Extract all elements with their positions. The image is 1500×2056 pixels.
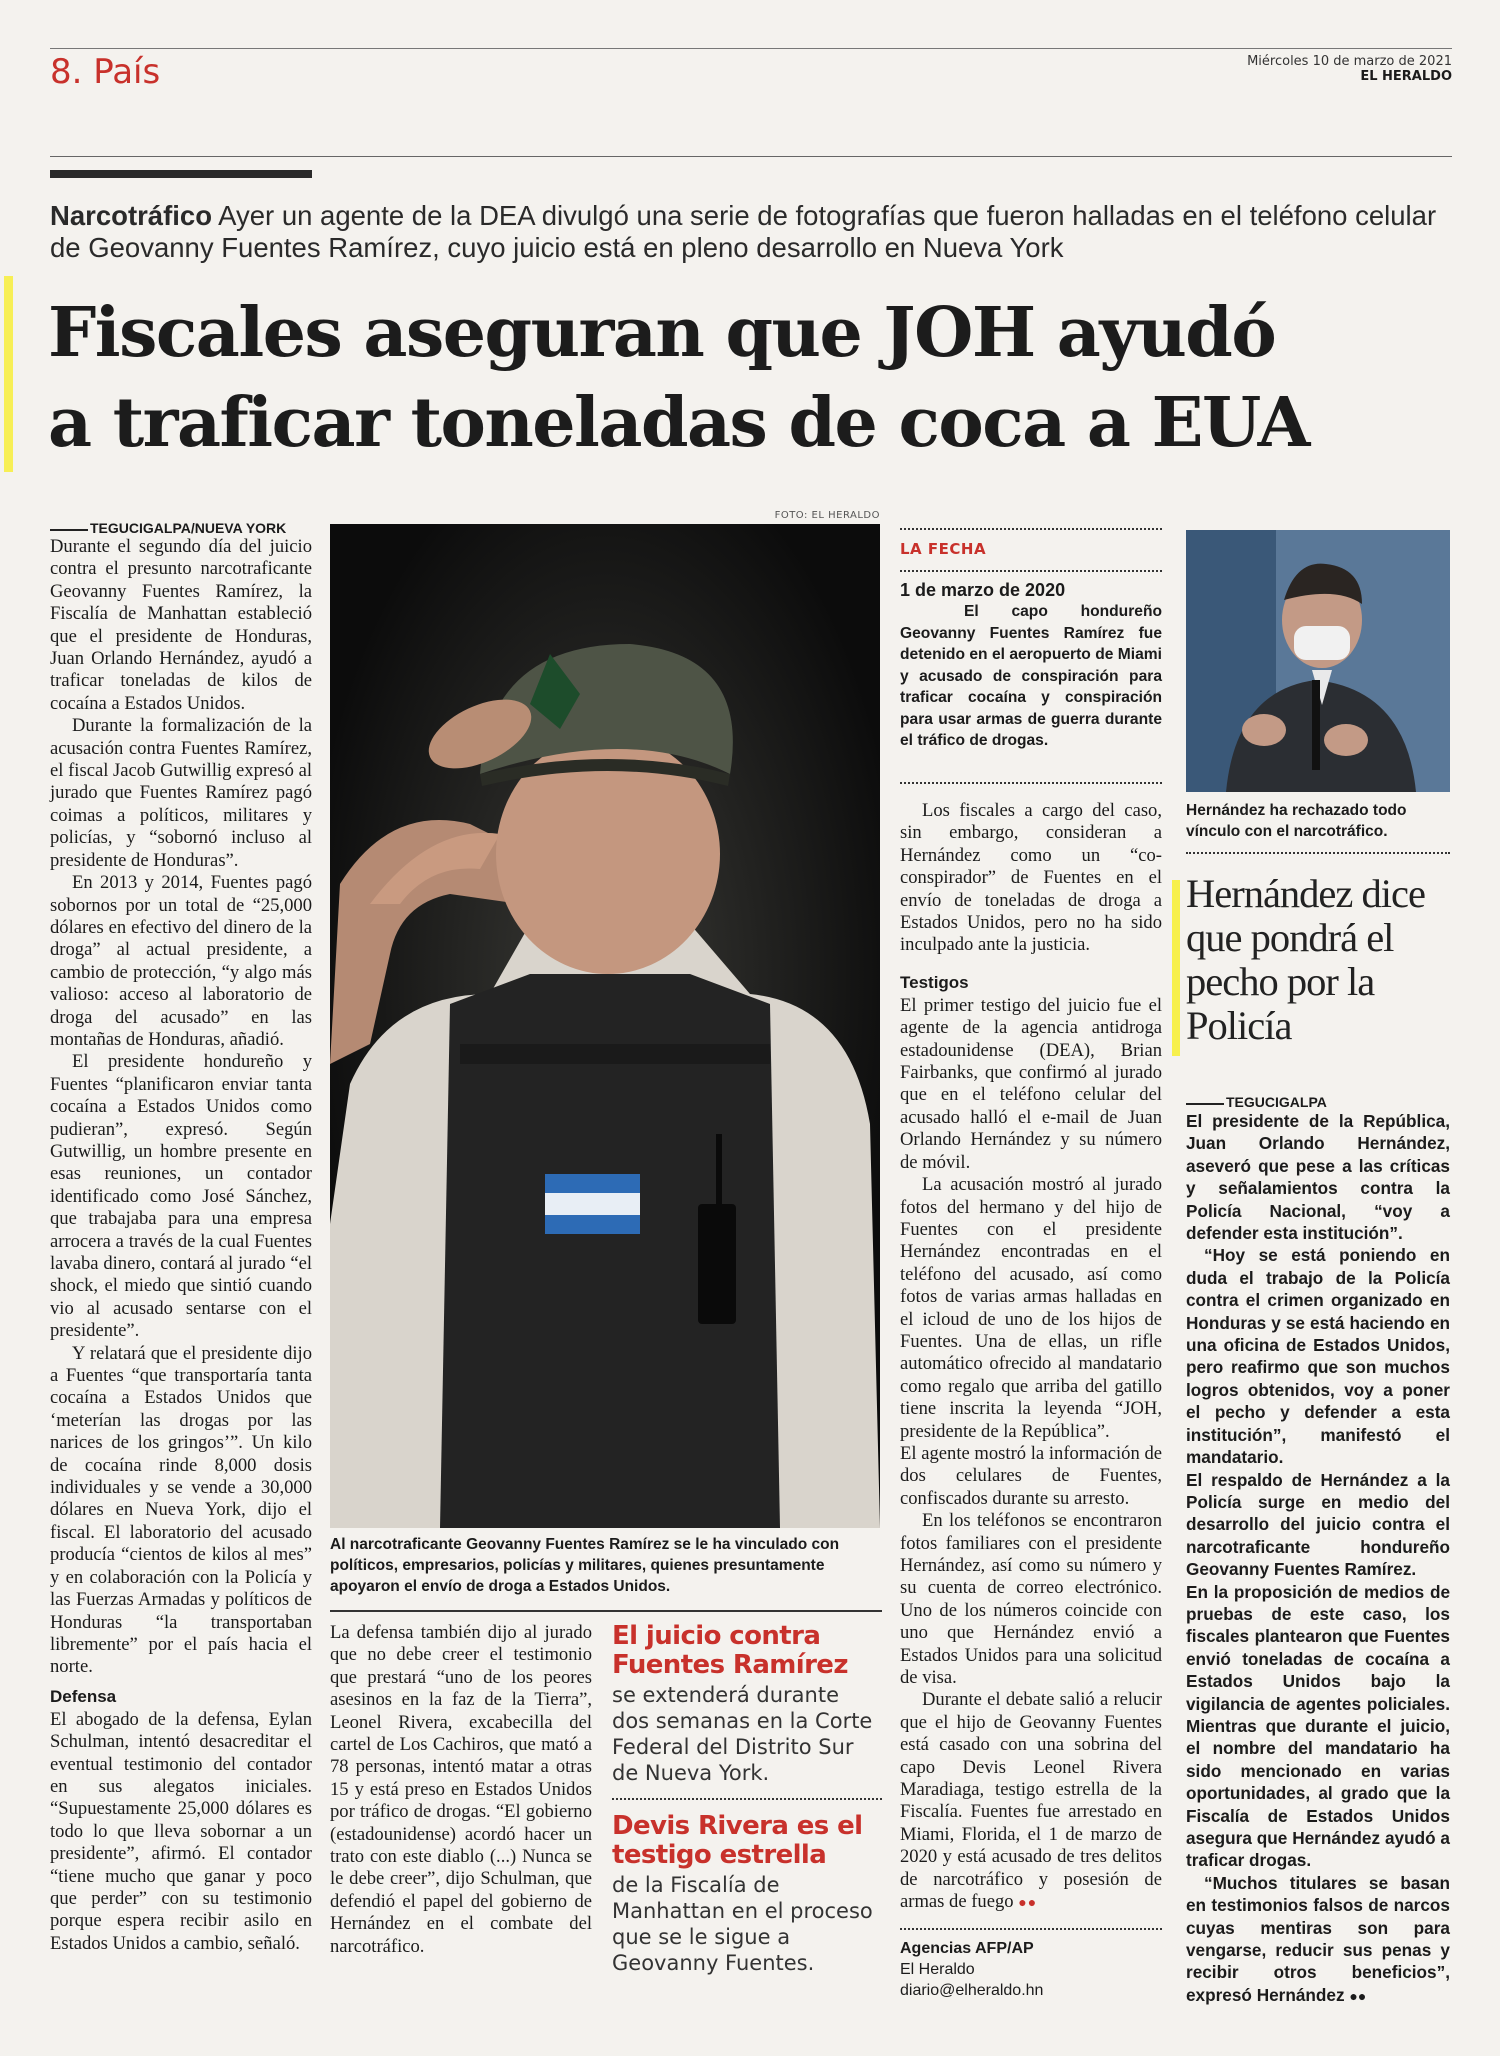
pull-text-2: de la Fiscalía de Manhattan en el proceso que se le sigue a Geovanny Fuentes. bbox=[612, 1873, 873, 1975]
headline bbox=[48, 288, 1468, 468]
fecha-mid-rule bbox=[900, 570, 1162, 572]
highlight-mark-right bbox=[1172, 880, 1180, 1056]
kicker-bar bbox=[50, 170, 312, 178]
dateline: TEGUCIGALPA/NUEVA YORK bbox=[50, 520, 312, 536]
deck-kicker: Narcotráfico bbox=[50, 200, 212, 231]
paragraph: En la proposición de medios de pruebas de este caso, los fiscales plantearon que Fuentes envió toneladas de cocaína a Estados Unidos bajo la vigilancia de agentes policiales. Mientras que durante el juicio, el nombre del mandatario ha sido mencionado en varias oportunidades, al grado que la Fiscalía de Estados Unidos asegura que Hernández ayudó a traficar drogas. bbox=[1186, 1581, 1450, 1871]
side-photo bbox=[1186, 530, 1450, 792]
paragraph bbox=[900, 1689, 1162, 1915]
column-1 bbox=[50, 520, 312, 1955]
side-body bbox=[1186, 1110, 1450, 2007]
pull-text-1: se extenderá durante dos semanas en la Corte Federal del Distrito Sur de Nueva York. bbox=[612, 1683, 873, 1785]
paragraph: El presidente de la República, Juan Orlando Hernández, aseveró que pese a las críticas y señalamientos contra la Policía Nacional, “voy a defender esta institución”. bbox=[1186, 1111, 1450, 1244]
fecha-box bbox=[900, 580, 1162, 752]
photo-caption: Al narcotraficante Geovanny Fuentes Ramírez se le ha vinculado con políticos, empresarios, policías y militares, quienes presuntamente apoyaron el envío de droga a Estados Unidos. bbox=[330, 1536, 840, 1595]
paragraph: La defensa también dijo al jurado que no debe creer el testimonio que prestará “uno de los peores asesinos en la faz de la Tierra”, Leonel Rivera, excabecilla del cartel de Los Cachiros, que mató a 78 personas, intentó matar a otras 15 y está preso en Estados Unidos por tráfico de drogas. “El gobierno (estadounidense) acordó hacer un trato con este diablo (...) Nunca se le debe creer”, dijo Schulman, que defendió el papel del gobierno de Hernández en el combate del narcotráfico. bbox=[330, 1622, 592, 1957]
paragraph: El agente mostró la información de dos celulares de Fuentes, confiscados durante su arresto. bbox=[900, 1442, 1162, 1509]
signature-rule bbox=[900, 1928, 1162, 1930]
main-photo bbox=[330, 524, 880, 1528]
soldier-saluting-illustration bbox=[330, 524, 880, 1528]
headline-line-1: Fiscales aseguran que JOH ayudó bbox=[48, 293, 1276, 373]
column-2 bbox=[330, 1622, 592, 1958]
side-dateline: TEGUCIGALPA bbox=[1186, 1094, 1450, 1110]
paragraph: Y relatará que el presidente dijo a Fuentes “que transportaría tanta cocaína a Estados Unidos que ‘meterían las drogas por las narices de los gringos’”. Un kilo de cocaína rinde 8,000 dosis individuales y se vende a 30,000 dólares en Nueva York, dijo el fiscal. El laboratorio del acusado producía “cientos de kilos al mes” y en colaboración con la Policía y las Fuerzas Armadas y políticos de Honduras “la transportaban libremente” por el país hacia el norte. bbox=[50, 1342, 312, 1678]
side-rule bbox=[1186, 852, 1450, 854]
pull-title-2: Devis Rivera es el testigo estrella bbox=[612, 1811, 863, 1870]
paragraph: Los fiscales a cargo del caso, sin embargo, consideran a Hernández como un “co-conspirador” de Fuentes en el envío de toneladas de droga a Estados Unidos, pero no ha sido inculpado ante la justicia. bbox=[900, 800, 1162, 956]
headline-line-2: a traficar toneladas de coca a EUA bbox=[48, 383, 1309, 463]
subhead-testigos: Testigos bbox=[900, 972, 969, 992]
pull-quotes bbox=[612, 1622, 882, 1976]
top-rule bbox=[50, 48, 1452, 49]
paragraph: El respaldo de Hernández a la Policía surge en medio del desarrollo del juicio contra el narcotraficante hondureño Geovanny Fuentes Ramírez. bbox=[1186, 1469, 1450, 1580]
paragraph bbox=[1186, 1872, 1450, 2007]
paragraph: Durante el segundo día del juicio contra el presunto narcotraficante Geovanny Fuentes Ramírez, la Fiscalía de Manhattan estableció que el presidente de Honduras, Juan Orlando Hernández, ayudó a traficar toneladas de kilos de cocaína a Estados Unidos. bbox=[50, 536, 312, 714]
side-headline: Hernández dice que pondrá el pecho por la Policía bbox=[1186, 871, 1425, 1048]
fecha-text bbox=[900, 601, 1162, 752]
side-photo-caption: Hernández ha rechazado todo vínculo con el narcotráfico. bbox=[1186, 802, 1407, 840]
sig-email[interactable]: diario@elheraldo.hn bbox=[900, 1981, 1044, 1999]
paragraph: En 2013 y 2014, Fuentes pagó sobornos por un total de “25,000 dólares en efectivo del dinero de la droga” al actual presidente, a cambio de protección, “y algo más valioso: acceso al laboratorio de droga del acusado” en las montañas de Honduras, añadió. bbox=[50, 872, 312, 1050]
paragraph: En los teléfonos se encontraron fotos familiares con el presidente Hernández, así como su número y su cuenta de correo electrónico. Uno de los números coincide con uno que Hernández envió a Estados Unidos para una solicitud de visa. bbox=[900, 1510, 1162, 1689]
col1-defensa-body bbox=[50, 1709, 312, 1955]
president-portrait-illustration bbox=[1186, 530, 1450, 792]
signature bbox=[900, 1938, 1162, 2001]
subhead-defensa: Defensa bbox=[50, 1686, 117, 1706]
pull-divider bbox=[612, 1798, 882, 1800]
highlight-mark-left bbox=[4, 276, 13, 472]
paper-name: EL HERALDO bbox=[1360, 69, 1452, 84]
header-rule bbox=[50, 156, 1452, 157]
sig-agency: Agencias AFP/AP bbox=[900, 1939, 1034, 1957]
paragraph: El primer testigo del juicio fue el agente de la agencia antidroga estadounidense (DEA), Brian Fairbanks, que confirmó al jurado que en el teléfono celular del acusado halló el e-mail de Juan Orlando Hernández y su número de móvil. bbox=[900, 994, 1162, 1173]
end-mark: ●● bbox=[1349, 1987, 1367, 2004]
pull-title-1: El juicio contra Fuentes Ramírez bbox=[612, 1621, 848, 1680]
col3-body bbox=[900, 995, 1162, 1916]
paragraph: La acusación mostró al jurado fotos del hermano y del hijo de Fuentes con el presidente Hernández encontradas en el teléfono del acusado, así como fotos de varias armas halladas en el icloud de uno de los hijos de Fuentes. Una de ellas, un rifle automático ofrecido al mandatario como regalo que arriba del gatillo tiene inscrita la leyenda “JOH, presidente de la República”. bbox=[900, 1174, 1162, 1442]
deck-text: Ayer un agente de la DEA divulgó una serie de fotografías que fueron halladas en el teléfono celular de Geovanny Fuentes Ramírez, cuyo juicio está en pleno desarrollo en Nueva York bbox=[50, 200, 1437, 263]
fecha-paragraph: El capo hondureño Geovanny Fuentes Ramírez fue detenido en el aeropuerto de Miami y acusado de conspiración para traficar cocaína y conspiración para usar armas de guerra durante el tráfico de drogas. bbox=[900, 603, 1162, 749]
column-3 bbox=[900, 800, 1162, 2001]
side-column bbox=[1186, 1094, 1450, 2007]
fecha-bottom-rule bbox=[900, 782, 1162, 784]
col1-body bbox=[50, 536, 312, 1679]
page-date: Miércoles 10 de marzo de 2021 bbox=[1247, 54, 1452, 69]
fecha-date: 1 de marzo de 2020 bbox=[900, 580, 1066, 600]
fecha-top-rule bbox=[900, 528, 1162, 530]
photo-credit: FOTO: EL HERALDO bbox=[774, 510, 880, 521]
fecha-label: LA FECHA bbox=[900, 540, 987, 558]
last-paragraph: “Muchos titulares se basan en testimonios falsos de narcos cuyas mentiras son para vengarse, reducir sus penas y recibir otros beneficios”, expresó Hernández bbox=[1186, 1872, 1450, 2005]
paragraph: El presidente hondureño y Fuentes “planificaron enviar tanta cocaína a Estados Unidos como pudieran”, expresó. Según Gutwillig, un hombre presente en esas reuniones, un contador identificado como José Sánchez, que trabajaba para una empresa arrocera a través de la cual Fuentes lavaba dinero, contará al jurado “el shock, el miedo que sintió cuando vio al acusado sentarse con el presidente”. bbox=[50, 1051, 312, 1342]
paragraph: El abogado de la defensa, Eylan Schulman, intentó desacreditar el eventual testimonio del contador en sus alegatos iniciales. “Supuestamente 25,000 dólares es todo lo que lleva sobornar a un presidente”, afirmó. El contador “tiene mucho que ganar y poco que perder” con su testimonio porque espera recibir asilo en Estados Unidos a cambio, señaló. bbox=[50, 1708, 312, 1954]
paragraph: Durante la formalización de la acusación contra Fuentes Ramírez, el fiscal Jacob Gutwillig expresó al jurado que Fuentes Ramírez pagó coimas a políticos, militares y policías, y “sobornó incluso al presidente de Honduras”. bbox=[50, 715, 312, 871]
col3-lead bbox=[900, 800, 1162, 957]
end-mark: ●● bbox=[1018, 1896, 1038, 1912]
section-label: 8. País bbox=[50, 52, 161, 92]
paragraph: “Hoy se está poniendo en duda el trabajo de la Policía contra el crimen organizado en Honduras y se está haciendo en una oficina de Estados Unidos, pero reafirmo que son muchos logros obtenidos, voy a poner el pecho y defender a esta institución”, manifestó el mandatario. bbox=[1186, 1245, 1450, 1468]
last-paragraph: Durante el debate salió a relucir que el hijo de Geovanny Fuentes está casado con una sobrina del capo Devis Leonel Rivera Maradiaga, testigo estrella de la Fiscalía. Fuentes fue arrestado en Miami, Florida, el 1 de marzo de 2020 y está acusado de tres delitos de narcotráfico y posesión de armas de fuego bbox=[900, 1689, 1162, 1913]
header-date-block bbox=[1247, 54, 1452, 84]
sig-paper: El Heraldo bbox=[900, 1960, 975, 1978]
deck bbox=[50, 200, 1450, 264]
caption-rule bbox=[330, 1610, 882, 1612]
